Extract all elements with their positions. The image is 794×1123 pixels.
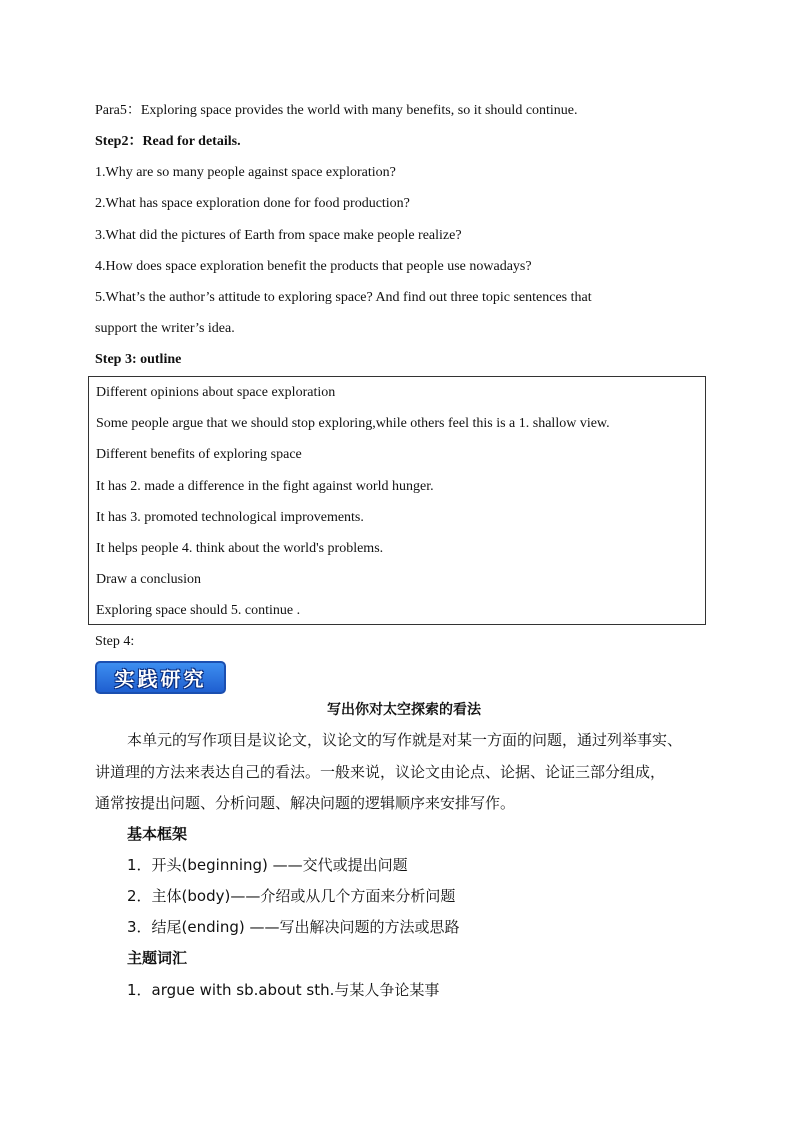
badge-text: 实践研究 — [114, 667, 207, 691]
outline-row: Some people argue that we should stop exploring,while others feel this is a 1. shallow view. — [96, 416, 610, 431]
item-number: 3． — [127, 918, 152, 936]
item-text: argue with sb.about sth.与某人争论某事 — [151, 981, 440, 999]
item-text: 结尾(ending) ——写出解决问题的方法或思路 — [151, 918, 460, 936]
question-4: 4.How does space exploration benefit the products that people use nowadays? — [95, 259, 532, 274]
outline-row: It has 2. made a difference in the fight against world hunger. — [96, 479, 434, 494]
item-number: 1． — [127, 856, 152, 874]
item-number: 2． — [127, 887, 152, 905]
outline-row: Draw a conclusion — [96, 572, 201, 587]
step2-heading: Step2：Read for details. — [95, 134, 241, 149]
question-5-continued: support the writer’s idea. — [95, 321, 235, 336]
framework-item-1 — [127, 855, 408, 875]
outline-row: It helps people 4. think about the world's problems. — [96, 541, 384, 556]
framework-heading: 基本框架 — [127, 825, 188, 843]
vocab-heading: 主题词汇 — [127, 949, 188, 967]
outline-row: Exploring space should 5. continue . — [96, 603, 301, 618]
paragraph-line-1: 本单元的写作项目是议论文，议论文的写作就是对某一方面的问题，通过列举事实、 — [127, 731, 683, 749]
item-text: 开头(beginning) ——交代或提出问题 — [151, 856, 408, 874]
vocab-item-1 — [127, 980, 439, 1000]
item-text: 主体(body)——介绍或从几个方面来分析问题 — [151, 887, 456, 905]
outline-row: Different opinions about space exploration — [96, 385, 336, 400]
outline-table — [88, 376, 706, 625]
framework-item-3 — [127, 917, 459, 937]
outline-row: Different benefits of exploring space — [96, 447, 302, 462]
paragraph-line-3: 通常按提出问题、分析问题、解决问题的逻辑顺序来安排写作。 — [95, 794, 516, 812]
para5-summary: Para5：Exploring space provides the world with many benefits, so it should continue. — [95, 103, 578, 118]
framework-item-2 — [127, 886, 455, 906]
step4-label: Step 4: — [95, 634, 135, 649]
question-2: 2.What has space exploration done for food production? — [95, 196, 410, 211]
outline-row: It has 3. promoted technological improvements. — [96, 510, 364, 525]
item-number: 1． — [127, 981, 152, 999]
question-5: 5.What’s the author’s attitude to exploring space? And find out three topic sentences that — [95, 290, 592, 305]
writing-title: 写出你对太空探索的看法 — [327, 702, 481, 718]
practice-research-badge — [95, 661, 226, 694]
paragraph-line-2: 讲道理的方法来表达自己的看法。一般来说，议论文由论点、论据、论证三部分组成， — [95, 763, 666, 781]
question-3: 3.What did the pictures of Earth from space make people realize? — [95, 228, 462, 243]
question-1: 1.Why are so many people against space exploration? — [95, 165, 396, 180]
step3-heading: Step 3: outline — [95, 352, 182, 367]
